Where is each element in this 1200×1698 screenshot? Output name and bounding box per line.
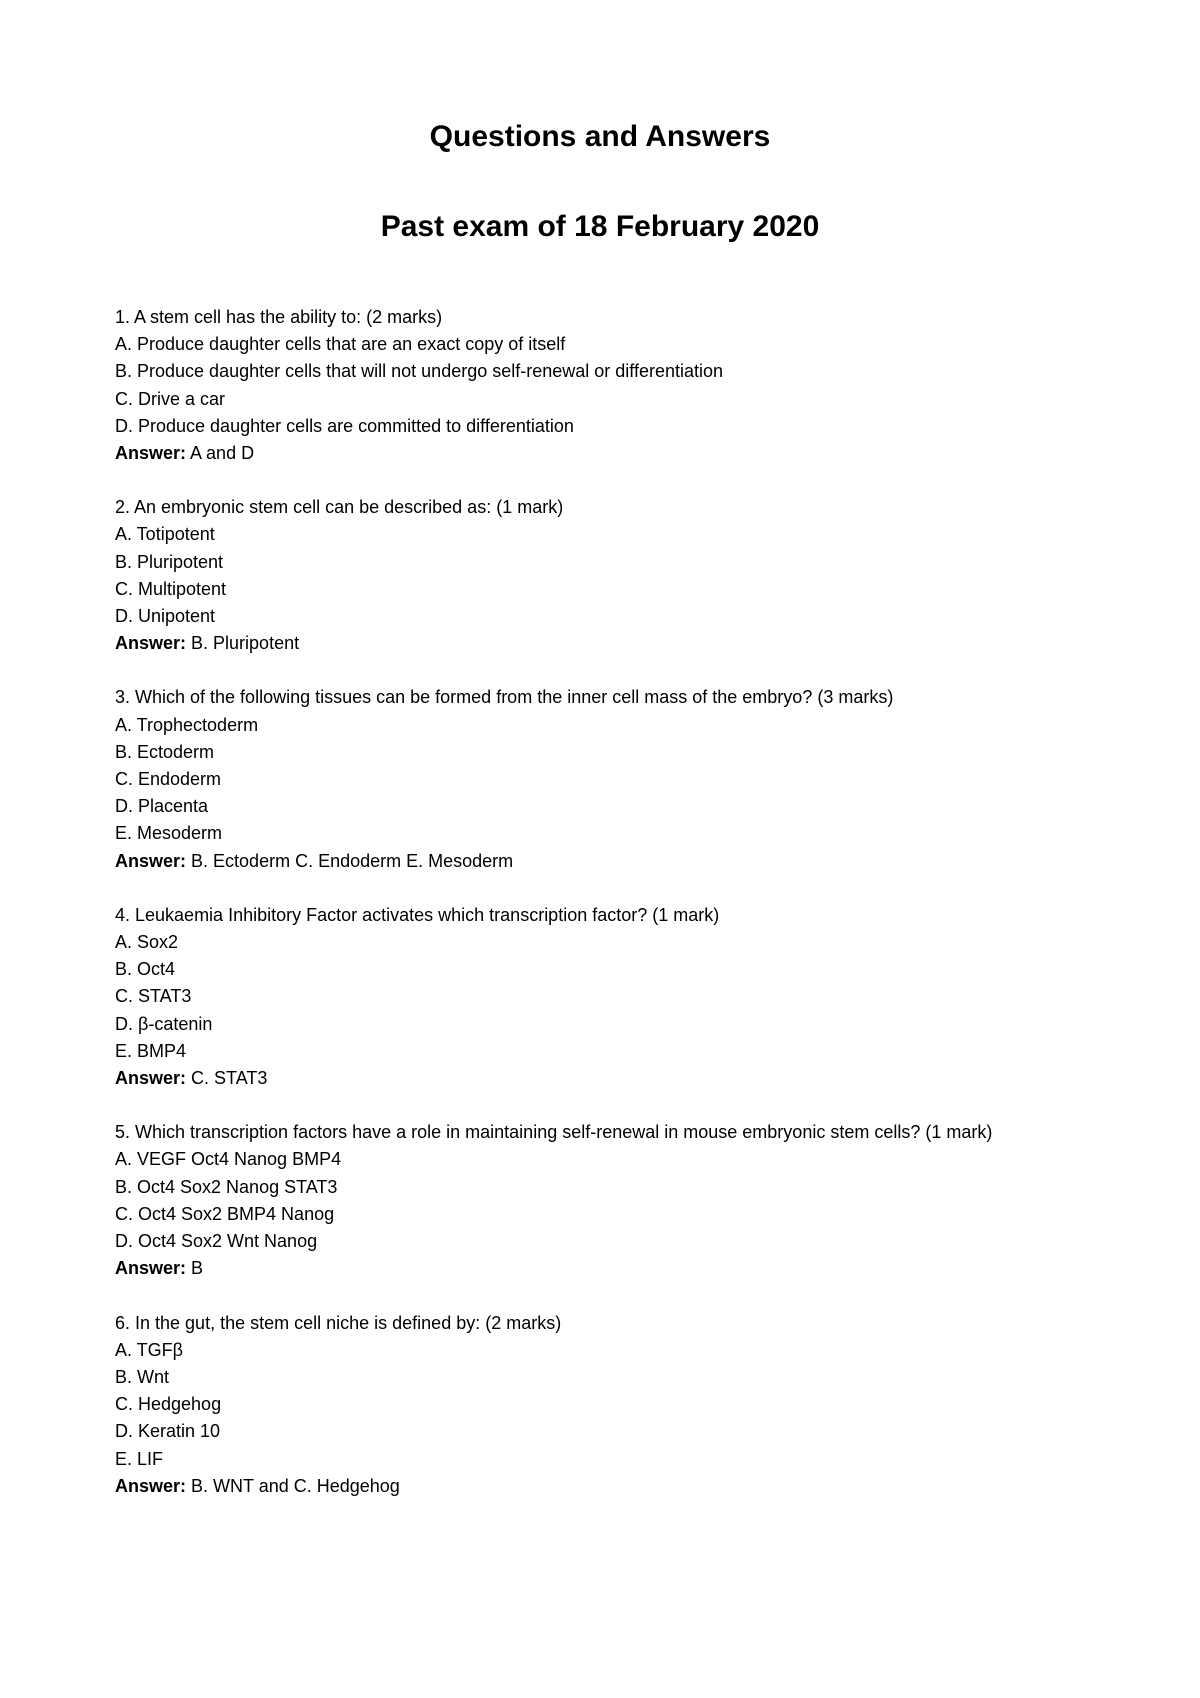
question-3 (115, 684, 1075, 874)
answer-line (115, 1255, 1075, 1282)
answer-option: C. Hedgehog (115, 1394, 222, 1415)
answer-option: C. STAT3 (115, 986, 192, 1007)
answer-value: B. Ectoderm C. Endoderm E. Mesoderm (191, 850, 514, 871)
answer-option: A. TGFβ (115, 1339, 184, 1360)
answer-line (115, 848, 1075, 875)
answer-value: B. Pluripotent (191, 633, 300, 654)
question-5 (115, 1119, 1075, 1282)
answer-option: C. Oct4 Sox2 BMP4 Nanog (115, 1203, 335, 1224)
answer-line (115, 630, 1075, 657)
answer-option: C. Drive a car (115, 388, 226, 409)
question-1 (115, 304, 1075, 467)
answer-label: Answer: (115, 1068, 187, 1089)
question-prompt: 4. Leukaemia Inhibitory Factor activates which transcription factor? (1 mark) (115, 904, 720, 925)
question-prompt: 3. Which of the following tissues can be formed from the inner cell mass of the embryo? (3 marks) (115, 687, 894, 708)
answer-label: Answer: (115, 1258, 187, 1279)
answer-option: D. Unipotent (115, 606, 216, 627)
question-prompt: 1. A stem cell has the ability to: (2 marks) (115, 307, 443, 327)
answer-label: Answer: (115, 443, 187, 464)
answer-option: A. Sox2 (115, 932, 179, 953)
answer-label: Answer: (115, 1475, 187, 1496)
answer-value: B. WNT and C. Hedgehog (191, 1475, 400, 1496)
answer-option: A. Totipotent (115, 524, 215, 545)
answer-option: A. Trophectoderm (115, 714, 259, 735)
question-prompt: 6. In the gut, the stem cell niche is defined by: (2 marks) (115, 1312, 562, 1333)
answer-label: Answer: (115, 633, 187, 654)
question-list (115, 304, 1075, 1527)
answer-option: D. β-catenin (115, 1013, 213, 1034)
question-prompt: 2. An embryonic stem cell can be described as: (1 mark) (115, 497, 564, 518)
answer-value: A and D (190, 443, 255, 464)
answer-option: A. VEGF Oct4 Nanog BMP4 (115, 1149, 342, 1170)
answer-option: C. Multipotent (115, 578, 227, 599)
answer-option: D. Produce daughter cells are committed to differentiation (115, 415, 574, 436)
answer-option: D. Keratin 10 (115, 1421, 221, 1442)
answer-option: C. Endoderm (115, 769, 222, 790)
answer-line (115, 1065, 1075, 1092)
document-subtitle: Past exam of 18 February 2020 (380, 210, 820, 243)
question-prompt: 5. Which transcription factors have a role in maintaining self-renewal in mouse embryonic stem cells? (1 mark) (115, 1122, 993, 1143)
answer-option: E. Mesoderm (115, 823, 223, 844)
answer-option: D. Placenta (115, 796, 209, 817)
answer-option: B. Produce daughter cells that will not undergo self-renewal or differentiation (115, 361, 724, 382)
answer-option: E. BMP4 (115, 1040, 187, 1061)
answer-option: B. Ectoderm (115, 741, 215, 762)
answer-line (115, 1473, 1075, 1500)
answer-option: B. Oct4 (115, 959, 176, 980)
answer-option: E. LIF (115, 1448, 164, 1469)
question-2 (115, 494, 1075, 657)
document-title: Questions and Answers (429, 120, 771, 153)
answer-option: B. Wnt (115, 1366, 170, 1387)
answer-option: A. Produce daughter cells that are an exact copy of itself (115, 334, 566, 355)
question-4 (115, 902, 1075, 1092)
answer-option: B. Pluripotent (115, 551, 224, 572)
question-6 (115, 1310, 1075, 1500)
answer-value: B (191, 1258, 204, 1279)
answer-value: C. STAT3 (191, 1068, 268, 1089)
answer-label: Answer: (115, 850, 187, 871)
answer-option: B. Oct4 Sox2 Nanog STAT3 (115, 1176, 338, 1197)
answer-option: D. Oct4 Sox2 Wnt Nanog (115, 1231, 318, 1252)
answer-line (115, 440, 1075, 467)
